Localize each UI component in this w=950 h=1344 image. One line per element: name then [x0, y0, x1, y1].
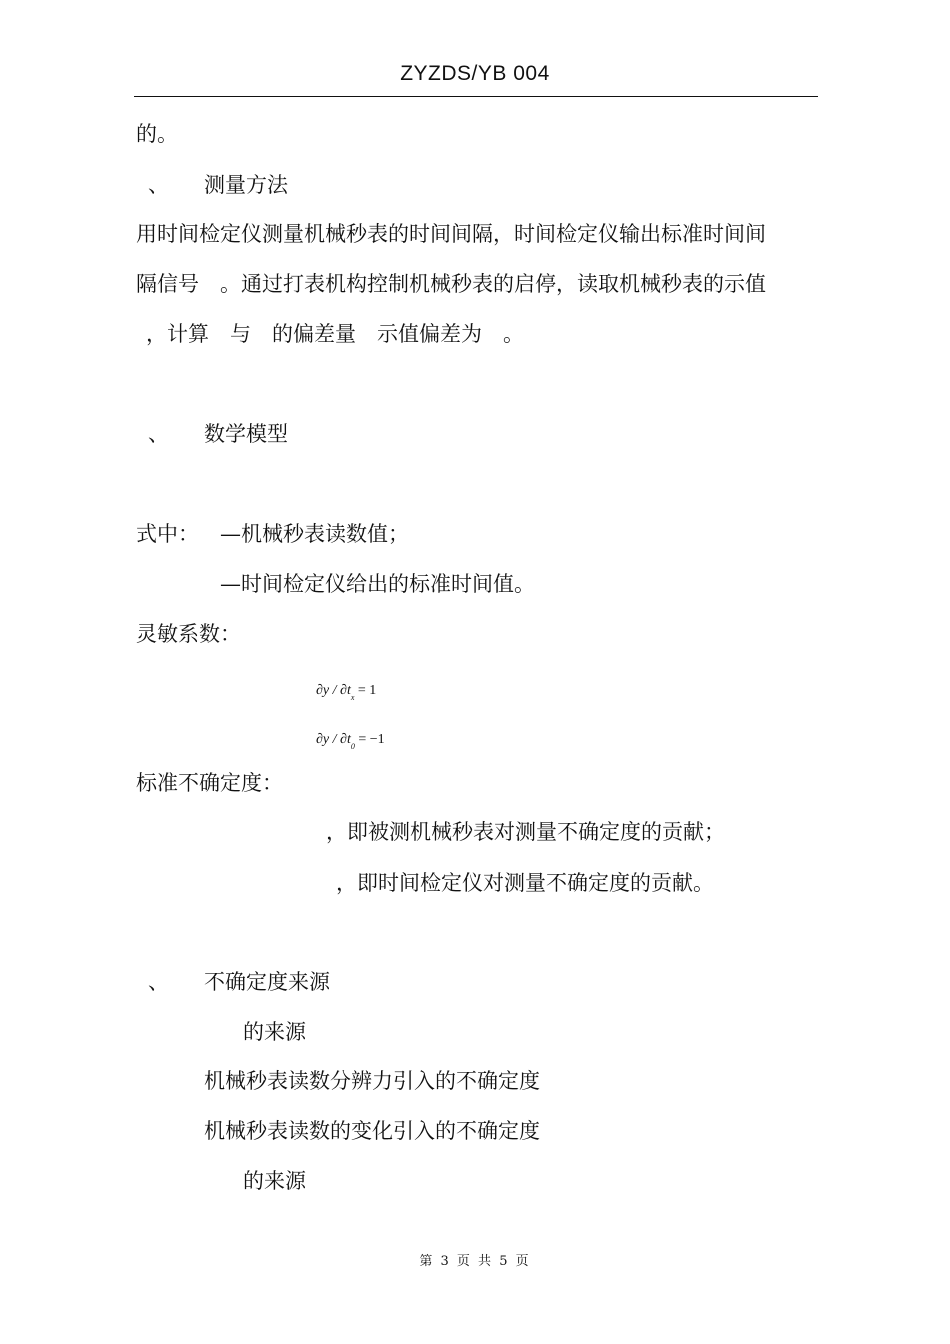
text-line-variation-uncertainty: 机械秒表读数的变化引入的不确定度 — [204, 1119, 540, 1143]
formula-2-rhs: = −1 — [354, 732, 385, 747]
page-number: 第 3 页 共 5 页 — [419, 1254, 531, 1269]
formula-2-lhs: ∂y / ∂t — [316, 732, 351, 747]
text-line-where-label: 式中： — [136, 522, 199, 546]
text-line-4: 隔信号 。通过打表机构控制机械秒表的启停，读取机械秒表的示值 — [136, 272, 766, 296]
text-line-1: 的。 — [136, 122, 178, 146]
section-heading-measurement-method: 测量方法 — [204, 173, 288, 197]
text-line-calibrator-contribution: ，即时间检定仪对测量不确定度的贡献。 — [336, 871, 714, 895]
text-line-std-uncertainty-label: 标准不确定度： — [136, 771, 283, 795]
header-rule — [134, 96, 818, 97]
text-line-sensitivity-label: 灵敏系数： — [136, 622, 241, 646]
text-line-3: 用时间检定仪测量机械秒表的时间间隔，时间检定仪输出标准时间间 — [136, 222, 766, 246]
formula-1-rhs: = 1 — [354, 683, 377, 698]
formula-1-subscript: x — [350, 693, 355, 702]
text-line-stopwatch-reading: —机械秒表读数值； — [220, 522, 409, 546]
formula-2-subscript: 0 — [350, 742, 355, 751]
section-number-mark: 、 — [148, 422, 169, 446]
section-heading-math-model: 数学模型 — [204, 422, 288, 446]
section-number-mark: 、 — [148, 970, 169, 994]
formula-sensitivity-2 — [316, 733, 385, 751]
section-heading-uncertainty-sources: 不确定度来源 — [204, 970, 330, 994]
text-line-source-1: 的来源 — [243, 1020, 306, 1044]
text-line-source-2: 的来源 — [243, 1169, 306, 1193]
text-line-5: ，计算 与 的偏差量 示值偏差为 。 — [146, 322, 524, 346]
text-line-stopwatch-contribution: ，即被测机械秒表对测量不确定度的贡献； — [326, 820, 725, 844]
formula-1-lhs: ∂y / ∂t — [316, 683, 351, 698]
formula-sensitivity-1 — [316, 684, 376, 702]
text-line-resolution-uncertainty: 机械秒表读数分辨力引入的不确定度 — [204, 1069, 540, 1093]
section-number-mark: 、 — [148, 173, 169, 197]
document-code: ZYZDS/YB 004 — [400, 62, 550, 85]
text-line-standard-time: —时间检定仪给出的标准时间值。 — [220, 572, 535, 596]
